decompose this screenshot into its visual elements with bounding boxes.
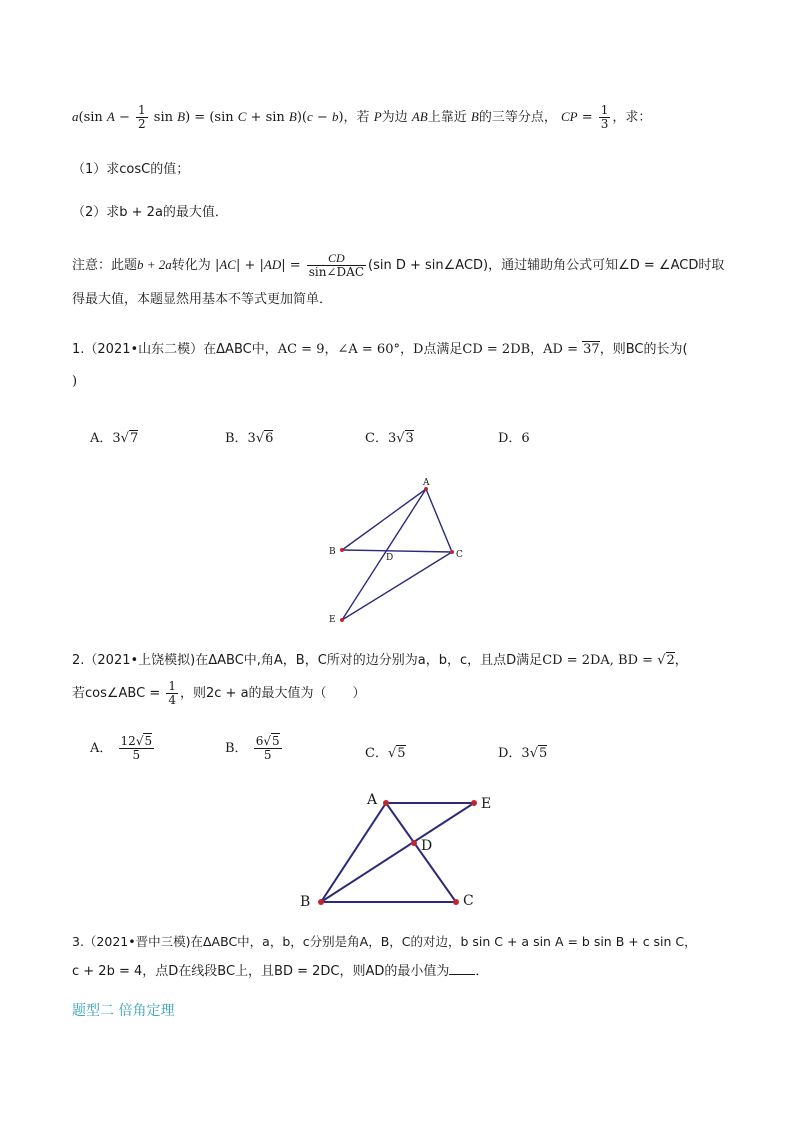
q1-segment-ae bbox=[342, 489, 426, 620]
q2-segment-ab bbox=[321, 803, 386, 902]
note-line: 注意：此题b + 2a转化为 |AC| + |AD| = $\frac{CD}{\text{sin∠DAC}}$ (sin D + sin∠ACD)，通过辅助角公式可知∠D = ∠ACD时取 bbox=[72, 251, 725, 279]
question-1-cos: （1）求cosC的值； bbox=[72, 162, 190, 177]
q1-stem-close: ) bbox=[72, 374, 78, 389]
q2-label-c: C bbox=[463, 893, 474, 909]
q1-label-d: D bbox=[386, 553, 394, 563]
q2-option-c[interactable]: C．√5 bbox=[365, 746, 406, 761]
intro-condition-line: a(sin A − $\frac{1}{2}$ sin B) = (sin C + sin B)(c − b)，若 P为边 AB上靠近 B的三等分点， CP = $\frac{1}{3}$ ，求： bbox=[72, 103, 652, 131]
q1-option-c[interactable]: C．3√3 bbox=[365, 431, 414, 446]
q2-option-b[interactable]: B． $\frac{6√5}{5}$ bbox=[225, 734, 280, 762]
q1-option-a[interactable]: A．3√7 bbox=[90, 431, 139, 446]
q1-option-d[interactable]: D．6 bbox=[498, 431, 530, 446]
q2-point-b bbox=[318, 899, 324, 905]
q2-point-d bbox=[411, 840, 417, 846]
q1-segment-ac bbox=[426, 489, 452, 552]
q1-figure bbox=[320, 470, 480, 630]
half-fraction: $\frac{1}{2}$ bbox=[138, 103, 146, 131]
q2-stem-line-2: 若cos∠ABC = $\frac{1}{4}$ ，则2c + a的最大值为（ ） bbox=[72, 679, 366, 707]
q1-point-e bbox=[340, 618, 344, 622]
q1-option-b[interactable]: B．3√6 bbox=[225, 431, 274, 446]
q2-point-c bbox=[453, 899, 459, 905]
q1-label-b: B bbox=[329, 547, 336, 557]
answer-blank[interactable] bbox=[449, 962, 475, 975]
section-heading: 题型二 倍角定理 bbox=[72, 1003, 175, 1019]
q2-point-a bbox=[383, 800, 389, 806]
q3-stem-line-2: c + 2b = 4，点D在线段BC上，且BD = 2DC，则AD的最小值为 ． bbox=[72, 964, 489, 979]
q1-stem: 1.（2021•山东二模）在ΔABC中，AC = 9，∠A = 60°，D点满足CD = 2DB，AD = 37，则BC的长为( bbox=[72, 342, 688, 357]
q2-option-d[interactable]: D．3√5 bbox=[498, 746, 548, 761]
question-2-max: （2）求b + 2a的最大值． bbox=[72, 205, 228, 220]
q1-point-b bbox=[340, 548, 344, 552]
q3-stem: 3.（2021•晋中三模)在ΔABC中，a，b，c分别是角A，B，C的对边，b sin C + a sin A = b sin B + c sin C， bbox=[72, 934, 697, 949]
q1-segment-bc bbox=[342, 550, 452, 552]
q2-label-d: D bbox=[421, 838, 433, 854]
q2-stem: 2.（2021•上饶模拟)在ΔABC中,角A，B，C所对的边分别为a，b，c，且点D满足CD = 2DA, BD = √2， bbox=[72, 653, 688, 668]
q2-point-e bbox=[471, 800, 477, 806]
q1-label-e: E bbox=[329, 615, 336, 625]
note-line-2: 得最大值，本题显然用基本不等式更加简单． bbox=[72, 292, 333, 307]
cp-fraction: $\frac{1}{3}$ bbox=[600, 103, 609, 131]
q1-segment-ec bbox=[342, 552, 452, 620]
q1-point-c bbox=[450, 550, 454, 554]
q2-label-e: E bbox=[481, 796, 492, 812]
q2-label-b: B bbox=[300, 894, 311, 910]
q2-option-a[interactable]: A． $\frac{12√5}{5}$ bbox=[90, 734, 153, 762]
q2-figure bbox=[290, 780, 510, 915]
q1-label-a: A bbox=[423, 478, 430, 488]
q1-segment-ba bbox=[342, 489, 426, 550]
q1-label-c: C bbox=[456, 550, 463, 560]
q2-label-a: A bbox=[367, 792, 378, 808]
